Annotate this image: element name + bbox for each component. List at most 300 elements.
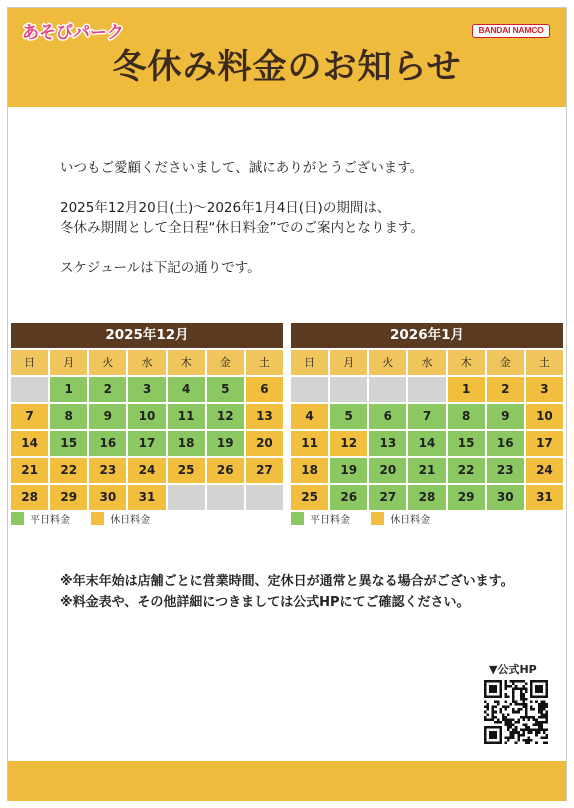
qr-module [492,713,495,716]
qr-module [492,708,495,711]
qr-module [530,700,533,703]
calendar-day: 26 [207,458,244,483]
qr-module [540,736,543,739]
qr-module [522,700,525,703]
calendar-day: 28 [408,485,445,510]
qr-module [507,724,510,727]
qr-module [492,706,495,709]
qr-module [535,729,538,732]
calendar-day: 30 [89,485,126,510]
calendar-day: 14 [408,431,445,456]
calendar-day: 21 [408,458,445,483]
qr-module [538,711,541,714]
qr-module [507,685,510,688]
calendar-empty-cell [330,377,367,402]
qr-module [510,726,513,729]
qr-module [512,718,515,721]
qr-finder [489,731,497,739]
qr-module [525,739,528,742]
legend-holiday-label: 休日料金 [110,515,151,526]
qr-module [522,706,525,709]
qr-module [512,724,515,727]
qr-module [502,713,505,716]
qr-module [517,703,520,706]
legend-december [11,512,168,528]
qr-module [512,700,515,703]
calendar-day: 15 [50,431,87,456]
qr-module [540,706,543,709]
qr-module [538,716,541,719]
qr-module [538,721,541,724]
qr-module [507,713,510,716]
qr-module [535,731,538,734]
qr-module [528,718,531,721]
qr-module [540,700,543,703]
calendar-day: 24 [526,458,563,483]
qr-module [494,700,497,703]
qr-module [525,741,528,744]
calendar-grid [291,348,563,510]
calendar-title: 2026年1月 [291,323,563,348]
weekday-header: 土 [526,350,563,375]
qr-module [522,680,525,683]
qr-module [522,695,525,698]
qr-module [543,736,546,739]
qr-module [484,700,487,703]
qr-module [522,724,525,727]
qr-module [522,734,525,737]
qr-module [512,683,515,686]
logo-text: あそびパーク [22,23,124,43]
calendar-day: 8 [50,404,87,429]
qr-module [515,680,518,683]
calendar-day: 2 [89,377,126,402]
calendar-day: 18 [168,431,205,456]
calendar-day: 6 [369,404,406,429]
qr-module [525,726,528,729]
qr-module [497,703,500,706]
calendar-day: 31 [128,485,165,510]
qr-module [515,726,518,729]
qr-module [507,721,510,724]
calendar-day: 17 [526,431,563,456]
qr-module [510,731,513,734]
qr-module [530,716,533,719]
qr-module [528,736,531,739]
qr-module [515,700,518,703]
qr-module [545,703,548,706]
weekday-header: 金 [487,350,524,375]
bandai-namco-logo: BANDAI NAMCO [472,24,550,38]
qr-module [520,716,523,719]
qr-module [494,706,497,709]
note-hours: ※年末年始は店舗ごとに営業時間、定休日が通常と異なる場合がございます。 [60,574,514,589]
calendar-day: 7 [11,404,48,429]
calendar-day: 13 [246,404,283,429]
weekday-header: 木 [168,350,205,375]
qr-module [545,721,548,724]
calendar-day: 23 [487,458,524,483]
qr-module [522,698,525,701]
calendar-day: 12 [330,431,367,456]
qr-module [538,729,541,732]
calendar-day: 3 [128,377,165,402]
qr-module [525,703,528,706]
calendar-day: 10 [526,404,563,429]
calendar-day: 23 [89,458,126,483]
calendar-day: 16 [487,431,524,456]
calendar-day: 30 [487,485,524,510]
qr-module [489,718,492,721]
qr-module [504,708,507,711]
legend-weekday-label: 平日料金 [30,515,70,526]
qr-module [487,703,490,706]
qr-module [540,708,543,711]
weekday-header: 金 [207,350,244,375]
qr-module [545,736,548,739]
qr-module [499,708,502,711]
qr-module [522,739,525,742]
qr-module [545,741,548,744]
qr-module [512,736,515,739]
calendar-empty-cell [291,377,328,402]
notes [60,571,560,613]
qr-module [497,718,500,721]
calendar-day: 14 [11,431,48,456]
qr-module [517,721,520,724]
calendar-day: 25 [168,458,205,483]
calendar-grid [11,348,283,510]
qr-module [515,685,518,688]
qr-module [543,721,546,724]
page-title: 冬休み料金のお知らせ [112,47,462,87]
weekday-header: 月 [330,350,367,375]
calendar-day: 8 [448,404,485,429]
legend-item-holiday [91,512,150,529]
qr-module [535,721,538,724]
qr-module [510,685,513,688]
qr-module [504,718,507,721]
qr-module [543,729,546,732]
calendar-day: 29 [448,485,485,510]
qr-module [545,734,548,737]
holiday-swatch [91,512,104,525]
qr-module [512,695,515,698]
qr-module [510,703,513,706]
qr-module [510,680,513,683]
qr-module [528,731,531,734]
qr-module [515,729,518,732]
qr-module [525,683,528,686]
qr-module [504,693,507,696]
qr-module [525,690,528,693]
qr-module [515,731,518,734]
qr-module [512,734,515,737]
qr-module [545,711,548,714]
qr-module [512,711,515,714]
qr-module [512,729,515,732]
qr-module [535,734,538,737]
qr-module [510,736,513,739]
qr-module [520,698,523,701]
qr-module [484,716,487,719]
calendar-day: 17 [128,431,165,456]
qr-module [533,708,536,711]
calendar-day: 16 [89,431,126,456]
qr-module [525,708,528,711]
qr-module [494,716,497,719]
qr-module [545,729,548,732]
qr-module [530,739,533,742]
intro-line-pricing: 冬休み期間として全日程“休日料金”でのご案内となります。 [60,220,424,236]
calendar-day: 3 [526,377,563,402]
qr-module [504,683,507,686]
qr-module [525,716,528,719]
qr-module [510,734,513,737]
qr-module [530,708,533,711]
weekday-header: 木 [448,350,485,375]
qr-module [543,713,546,716]
qr-module [540,703,543,706]
qr-module [540,726,543,729]
qr-module [512,693,515,696]
qr-module [530,706,533,709]
calendar-day: 21 [11,458,48,483]
qr-module [520,695,523,698]
qr-module [535,700,538,703]
qr-label: ▼公式HP [489,663,537,676]
qr-module [530,731,533,734]
qr-module [510,718,513,721]
qr-module [535,718,538,721]
qr-module [517,708,520,711]
qr-module [538,708,541,711]
qr-module [515,688,518,691]
calendar-day: 24 [128,458,165,483]
qr-module [520,734,523,737]
calendar-day: 9 [487,404,524,429]
qr-module [545,716,548,719]
qr-module [504,716,507,719]
intro-text [60,158,540,278]
qr-module [484,711,487,714]
qr-module [502,716,505,719]
calendar-empty-cell [369,377,406,402]
calendar-day: 1 [448,377,485,402]
calendar-title: 2025年12月 [11,323,283,348]
qr-module [522,716,525,719]
qr-module [510,721,513,724]
qr-module [533,718,536,721]
qr-module [538,726,541,729]
qr-module [512,708,515,711]
qr-module [512,698,515,701]
qr-module [484,706,487,709]
qr-module [507,718,510,721]
calendar-day: 27 [246,458,283,483]
calendar-day: 11 [291,431,328,456]
qr-module [504,695,507,698]
calendar-day: 12 [207,404,244,429]
qr-module [515,721,518,724]
qr-module [520,688,523,691]
qr-module [517,718,520,721]
qr-module [517,736,520,739]
calendar-empty-cell [246,485,283,510]
note-official-site: ※料金表や、その他詳細につきましては公式HPにてご確認ください。 [60,595,470,610]
qr-module [528,729,531,732]
calendar-day: 11 [168,404,205,429]
qr-module [525,711,528,714]
intro-line-schedule: スケジュールは下記の通りです。 [60,260,261,276]
qr-module [520,693,523,696]
calendar-day: 6 [246,377,283,402]
weekday-header: 火 [369,350,406,375]
calendar-december-2025 [11,323,283,510]
qr-module [528,741,531,744]
legend-weekday-label: 平日料金 [310,515,350,526]
qr-module [535,741,538,744]
qr-module [525,698,528,701]
weekday-header: 土 [246,350,283,375]
weekday-header: 日 [11,350,48,375]
qr-module [522,693,525,696]
qr-module [487,706,490,709]
calendar-day: 5 [330,404,367,429]
qr-module [543,708,546,711]
qr-module [522,685,525,688]
qr-module [515,711,518,714]
footer-banner [8,761,566,801]
qr-module [538,703,541,706]
qr-module [545,706,548,709]
qr-module [540,713,543,716]
qr-module [507,736,510,739]
qr-module [540,716,543,719]
qr-module [538,724,541,727]
qr-module [504,721,507,724]
qr-module [507,726,510,729]
calendar-day: 22 [50,458,87,483]
qr-module [497,700,500,703]
calendar-day: 15 [448,431,485,456]
calendar-day: 26 [330,485,367,510]
qr-module [520,708,523,711]
qr-module [533,716,536,719]
qr-module [502,718,505,721]
calendar-january-2026 [291,323,563,510]
qr-module [504,685,507,688]
qr-module [504,736,507,739]
qr-module [520,729,523,732]
qr-module [525,729,528,732]
calendar-day: 20 [369,458,406,483]
intro-line-period: 2025年12月20日(土)～2026年1月4日(日)の期間は、 [60,200,391,216]
calendar-day: 13 [369,431,406,456]
qr-module [533,724,536,727]
qr-module [484,718,487,721]
qr-module [507,695,510,698]
qr-module [517,711,520,714]
calendar-empty-cell [207,485,244,510]
qr-module [545,718,548,721]
calendar-day: 29 [50,485,87,510]
qr-module [520,680,523,683]
holiday-swatch [371,512,384,525]
qr-module [540,721,543,724]
qr-module [525,713,528,716]
calendar-day: 18 [291,458,328,483]
calendar-day: 7 [408,404,445,429]
qr-module [492,718,495,721]
qr-module [504,724,507,727]
weekday-swatch [11,512,24,525]
qr-module [522,688,525,691]
calendar-day: 22 [448,458,485,483]
weekday-header: 月 [50,350,87,375]
qr-module [494,721,497,724]
qr-module [499,721,502,724]
calendar-day: 5 [207,377,244,402]
qr-module [543,716,546,719]
qr-module [522,729,525,732]
qr-module [504,680,507,683]
qr-module [510,724,513,727]
calendar-day: 4 [291,404,328,429]
calendar-day: 4 [168,377,205,402]
qr-module [492,711,495,714]
qr-module [507,706,510,709]
qr-module [517,680,520,683]
qr-module [538,731,541,734]
qr-module [502,706,505,709]
intro-line-greeting: いつもご愛顧くださいまして、誠にありがとうございます。 [60,160,424,176]
qr-module [522,703,525,706]
qr-module [540,729,543,732]
weekday-header: 日 [291,350,328,375]
qr-module [540,724,543,727]
calendar-empty-cell [168,485,205,510]
qr-module [504,700,507,703]
calendar-day: 1 [50,377,87,402]
qr-module [528,739,531,742]
qr-module [525,688,528,691]
qr-code[interactable] [484,680,548,744]
calendar-day: 31 [526,485,563,510]
qr-module [540,711,543,714]
weekday-swatch [291,512,304,525]
qr-module [512,690,515,693]
qr-module [517,731,520,734]
weekday-header: 水 [408,350,445,375]
qr-finder [489,685,497,693]
qr-module [507,739,510,742]
calendar-day: 19 [330,458,367,483]
qr-module [512,680,515,683]
qr-module [543,703,546,706]
calendar-day: 19 [207,431,244,456]
calendar-empty-cell [408,377,445,402]
legend-holiday-label: 休日料金 [390,515,431,526]
qr-module [525,706,528,709]
qr-module [497,721,500,724]
qr-module [517,734,520,737]
qr-module [528,716,531,719]
qr-module [487,718,490,721]
legend-item-holiday [371,512,430,529]
qr-module [499,711,502,714]
calendar-day: 28 [11,485,48,510]
